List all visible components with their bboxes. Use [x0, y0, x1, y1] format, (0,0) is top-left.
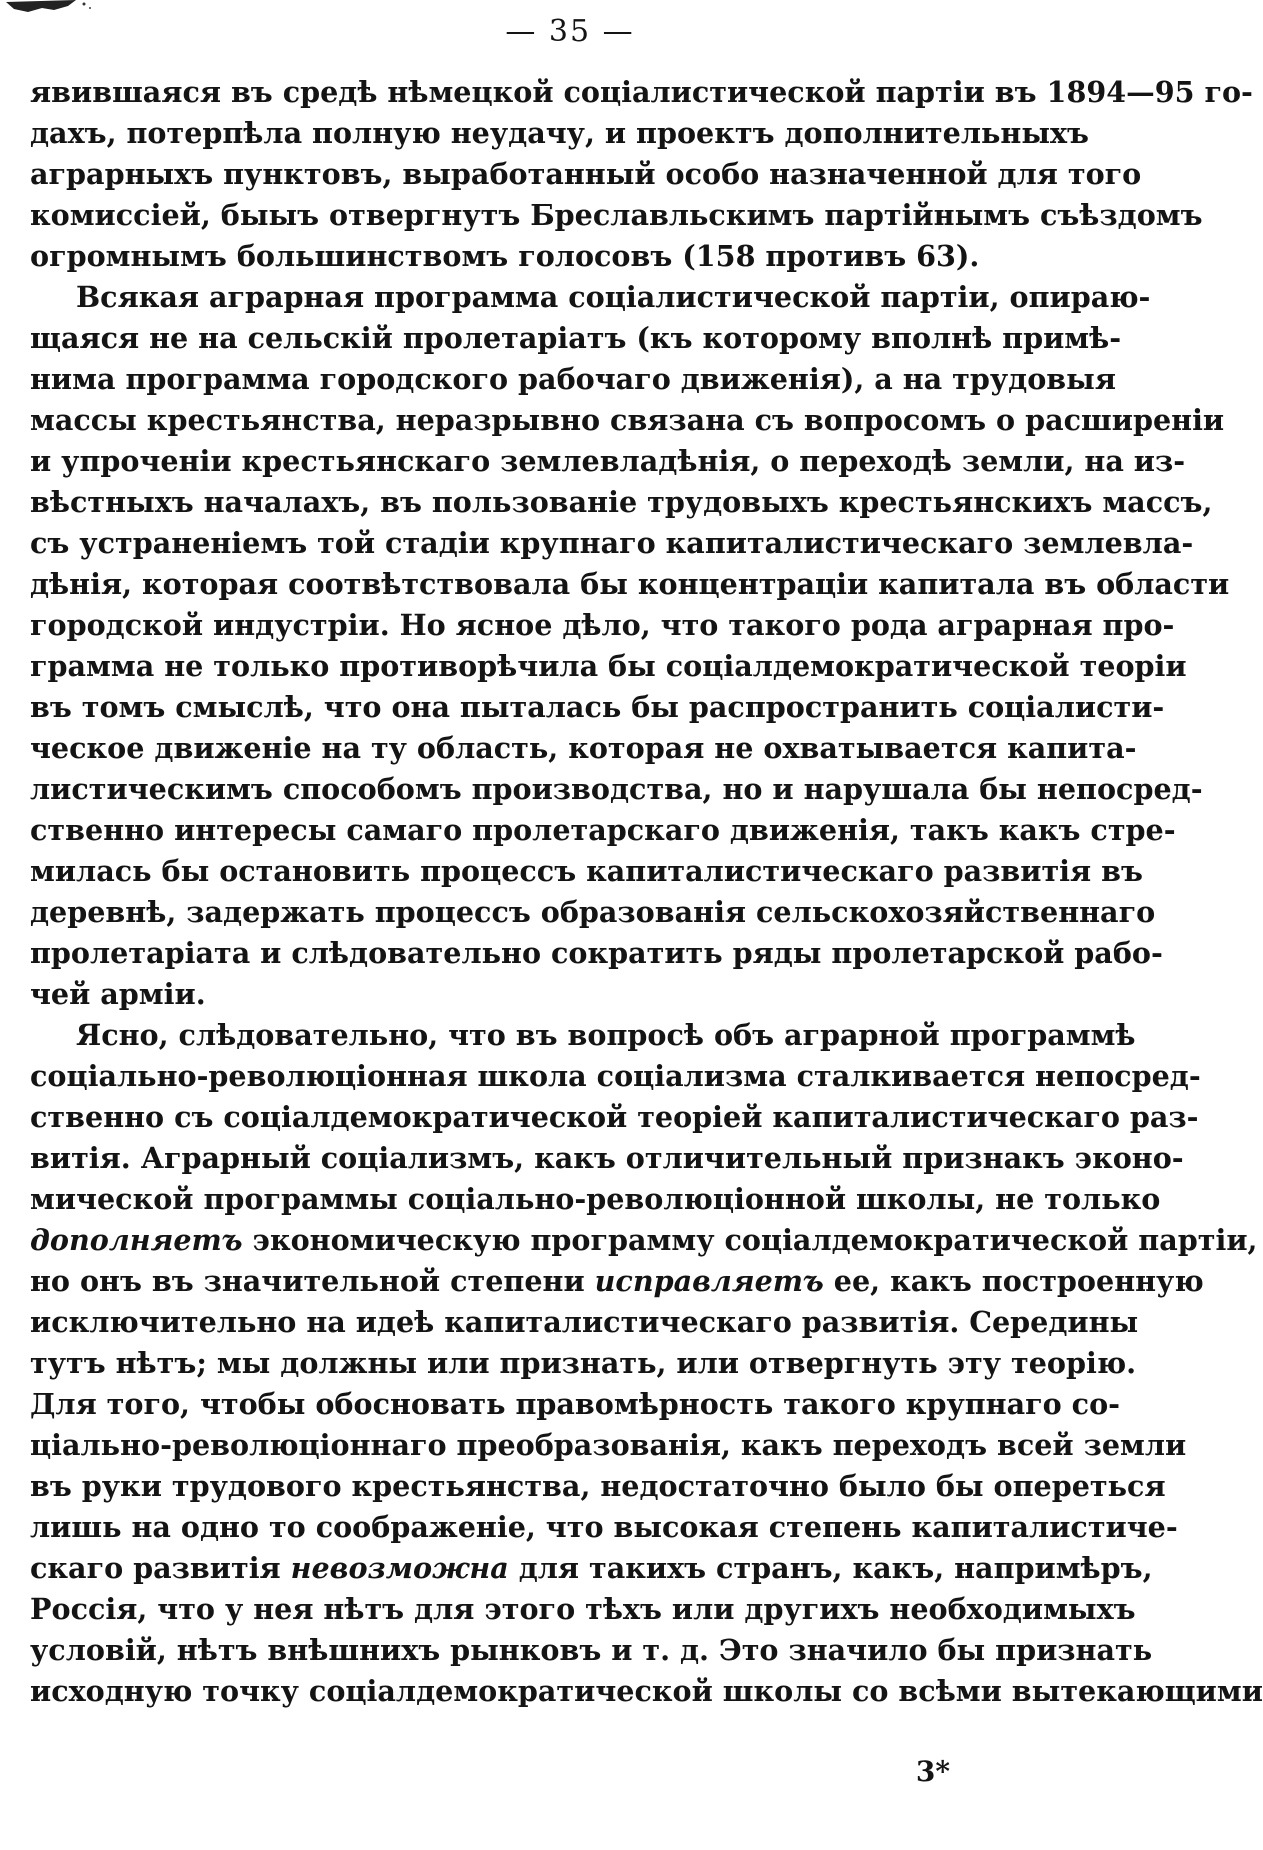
text-line: ціально-революціоннаго преобразованія, какъ переходъ всей земли [30, 1428, 1187, 1462]
paragraph-1 [30, 72, 1253, 277]
text-line: дѣнія, которая соотвѣтствовала бы концентраціи капитала въ области [30, 567, 1230, 601]
text-fragment: для такихъ странъ, какъ, напримѣръ, [508, 1551, 1153, 1585]
paragraph-2 [30, 277, 1230, 1015]
text-line [30, 1220, 1258, 1261]
text-line: ственно съ соціалдемократической теоріей капиталистическаго раз- [30, 1100, 1199, 1134]
text-fragment: но онъ въ значительной степени [30, 1264, 595, 1298]
text-line: огромнымъ большинствомъ голосовъ (158 противъ 63). [30, 239, 980, 273]
text-line: лишь на одно то соображеніе, что высокая степень капиталистиче- [30, 1510, 1178, 1544]
text-line: исходную точку соціалдемократической школы со всѣми вытекающими [30, 1674, 1263, 1708]
text-line: витія. Аграрный соціализмъ, какъ отличительный признакъ эконо- [30, 1141, 1184, 1175]
text-line: пролетаріата и слѣдовательно сократить ряды пролетарской рабо- [30, 936, 1163, 970]
italic-emphasis: невозможна [290, 1551, 509, 1585]
text-line: щаяся не на сельскій пролетаріатъ (къ которому вполнѣ примѣ- [30, 321, 1122, 355]
text-line: и упроченіи крестьянскаго землевладѣнія, о переходѣ земли, на из- [30, 444, 1186, 478]
text-line: тутъ нѣтъ; мы должны или признать, или отвергнуть эту теорію. [30, 1346, 1137, 1380]
text-line: нима программа городского рабочаго движенія), а на трудовыя [30, 362, 1116, 396]
body-text [30, 72, 1263, 1712]
text-line: чей арміи. [30, 977, 206, 1011]
text-line: съ устраненіемъ той стадіи крупнаго капиталистическаго землевла- [30, 526, 1194, 560]
text-line [30, 1548, 1153, 1589]
text-line: комиссіей, быыъ отвергнутъ Бреславльскимъ партійнымъ съѣздомъ [30, 198, 1203, 232]
text-line: ственно интересы самаго пролетарскаго движенія, такъ какъ стре- [30, 813, 1176, 847]
signature-mark: 3* [915, 1755, 950, 1788]
paragraph-3 [30, 1015, 1263, 1712]
text-fragment: скаго развитія [30, 1551, 291, 1585]
text-line: деревнѣ, задержать процессъ образованія сельскохозяйственнаго [30, 895, 1156, 929]
text-line: дахъ, потерпѣла полную неудачу, и проектъ дополнительныхъ [30, 116, 1089, 150]
text-line: милась бы остановить процессъ капиталистическаго развитія въ [30, 854, 1143, 888]
text-line: въ томъ смыслѣ, что она пыталась бы распространить соціалисти- [30, 690, 1165, 724]
text-line: соціально-революціонная школа соціализма сталкивается непосред- [30, 1059, 1201, 1093]
text-line: ческое движеніе на ту область, которая не охватывается капита- [30, 731, 1137, 765]
text-line: Всякая аграрная программа соціалистической партіи, опираю- [76, 280, 1151, 314]
text-line: городской индустріи. Но ясное дѣло, что такого рода аграрная про- [30, 608, 1175, 642]
text-fragment: экономическую программу соціалдемократической партіи, [242, 1223, 1258, 1257]
text-line: Для того, чтобы обосновать правомѣрность такого крупнаго со- [30, 1387, 1121, 1421]
text-line: явившаяся въ средѣ нѣмецкой соціалистической партіи въ 1894—95 го- [30, 75, 1253, 109]
text-line: условій, нѣтъ внѣшнихъ рынковъ и т. д. Это значило бы признать [30, 1633, 1153, 1667]
text-line: Ясно, слѣдовательно, что въ вопросѣ объ аграрной программѣ [76, 1018, 1136, 1052]
text-line: вѣстныхъ началахъ, въ пользованіе трудовыхъ крестьянскихъ массъ, [30, 485, 1213, 519]
text-line: листическимъ способомъ производства, но и нарушала бы непосред- [30, 772, 1203, 806]
italic-emphasis: исправляетъ [594, 1264, 824, 1298]
text-line: аграрныхъ пунктовъ, выработанный особо назначенной для того [30, 157, 1142, 191]
page-number-header: — 35 — [505, 14, 635, 49]
text-line: массы крестьянства, неразрывно связана съ вопросомъ о расширеніи [30, 403, 1225, 437]
text-line [30, 1261, 1204, 1302]
italic-emphasis: дополняетъ [30, 1223, 243, 1257]
text-line: исключительно на идеѣ капиталистическаго развитія. Середины [30, 1305, 1139, 1339]
text-line: въ руки трудового крестьянства, недостаточно было бы опереться [30, 1469, 1166, 1503]
text-fragment: ее, какъ построенную [823, 1264, 1204, 1298]
text-line: грамма не только противорѣчила бы соціалдемократической теоріи [30, 649, 1187, 683]
text-line: мической программы соціально-революціонной школы, не только [30, 1182, 1161, 1216]
text-line: Россія, что у нея нѣтъ для этого тѣхъ или другихъ необходимыхъ [30, 1592, 1136, 1626]
